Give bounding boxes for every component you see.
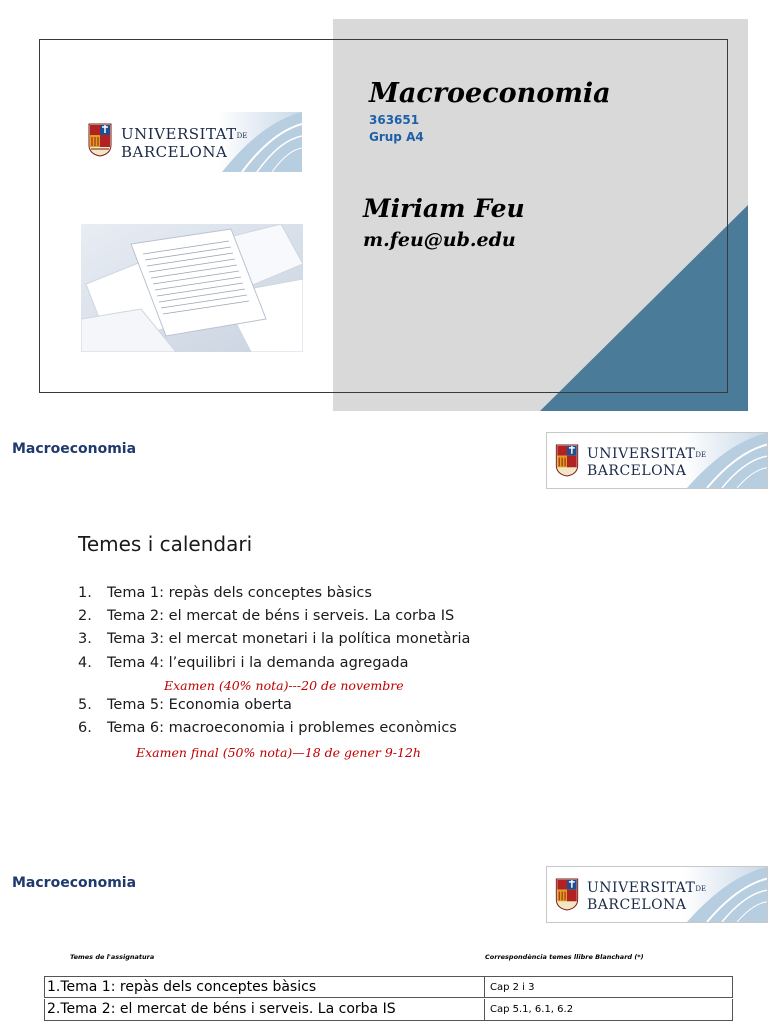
logo-line-2: BARCELONA	[587, 463, 687, 479]
logo-line-1: UNIVERSITATDE	[587, 446, 707, 462]
topic-item: 5. Tema 5: Economia oberta	[78, 697, 292, 713]
university-shield-icon	[88, 123, 112, 157]
table-row	[44, 999, 733, 1021]
table-cell-chapters: Cap 5.1, 6.1, 6.2	[490, 1004, 574, 1015]
topic-item: 3. Tema 3: el mercat monetari i la política monetària	[78, 631, 471, 647]
logo-line-2: BARCELONA	[587, 897, 687, 913]
slide-header: Macroeconomia	[12, 875, 137, 891]
topic-item: 4. Tema 4: l’equilibri i la demanda agregada	[78, 655, 409, 671]
table-column-header: Correspondència temes llibre Blanchard (*)	[485, 953, 644, 961]
topic-item: 6. Tema 6: macroeconomia i problemes econòmics	[78, 720, 457, 736]
author-email[interactable]: m.feu@ub.edu	[363, 229, 516, 251]
logo-line-1: UNIVERSITATDE	[121, 125, 248, 143]
university-logo	[81, 112, 302, 172]
exam-note: Examen final (50% nota)—18 de gener 9-12h	[136, 745, 421, 760]
topic-item: 1. Tema 1: repàs dels conceptes bàsics	[78, 585, 372, 601]
table-column-header: Temes de l'assignatura	[70, 953, 155, 961]
exam-note: Examen (40% nota)---20 de novembre	[164, 678, 404, 693]
slide-title: Temes i calendari	[78, 532, 253, 556]
topic-item: 2. Tema 2: el mercat de béns i serveis. La corba IS	[78, 608, 455, 624]
university-shield-icon	[555, 878, 579, 911]
table-row	[44, 976, 733, 998]
table-cell-chapters: Cap 2 i 3	[490, 982, 535, 993]
table-cell-topic: 2.Tema 2: el mercat de béns i serveis. La corba IS	[45, 999, 485, 1020]
university-logo	[546, 432, 768, 489]
papers-image	[81, 224, 303, 352]
university-shield-icon	[555, 444, 579, 477]
logo-line-1: UNIVERSITATDE	[587, 880, 707, 896]
university-logo	[546, 866, 768, 923]
course-code: 363651	[369, 113, 420, 127]
course-title: Macroeconomia	[369, 78, 611, 109]
slide-header: Macroeconomia	[12, 441, 137, 457]
course-group: Grup A4	[369, 130, 424, 144]
table-cell-topic: 1.Tema 1: repàs dels conceptes bàsics	[45, 977, 485, 997]
logo-line-2: BARCELONA	[121, 143, 228, 161]
author-name: Miriam Feu	[363, 194, 525, 223]
